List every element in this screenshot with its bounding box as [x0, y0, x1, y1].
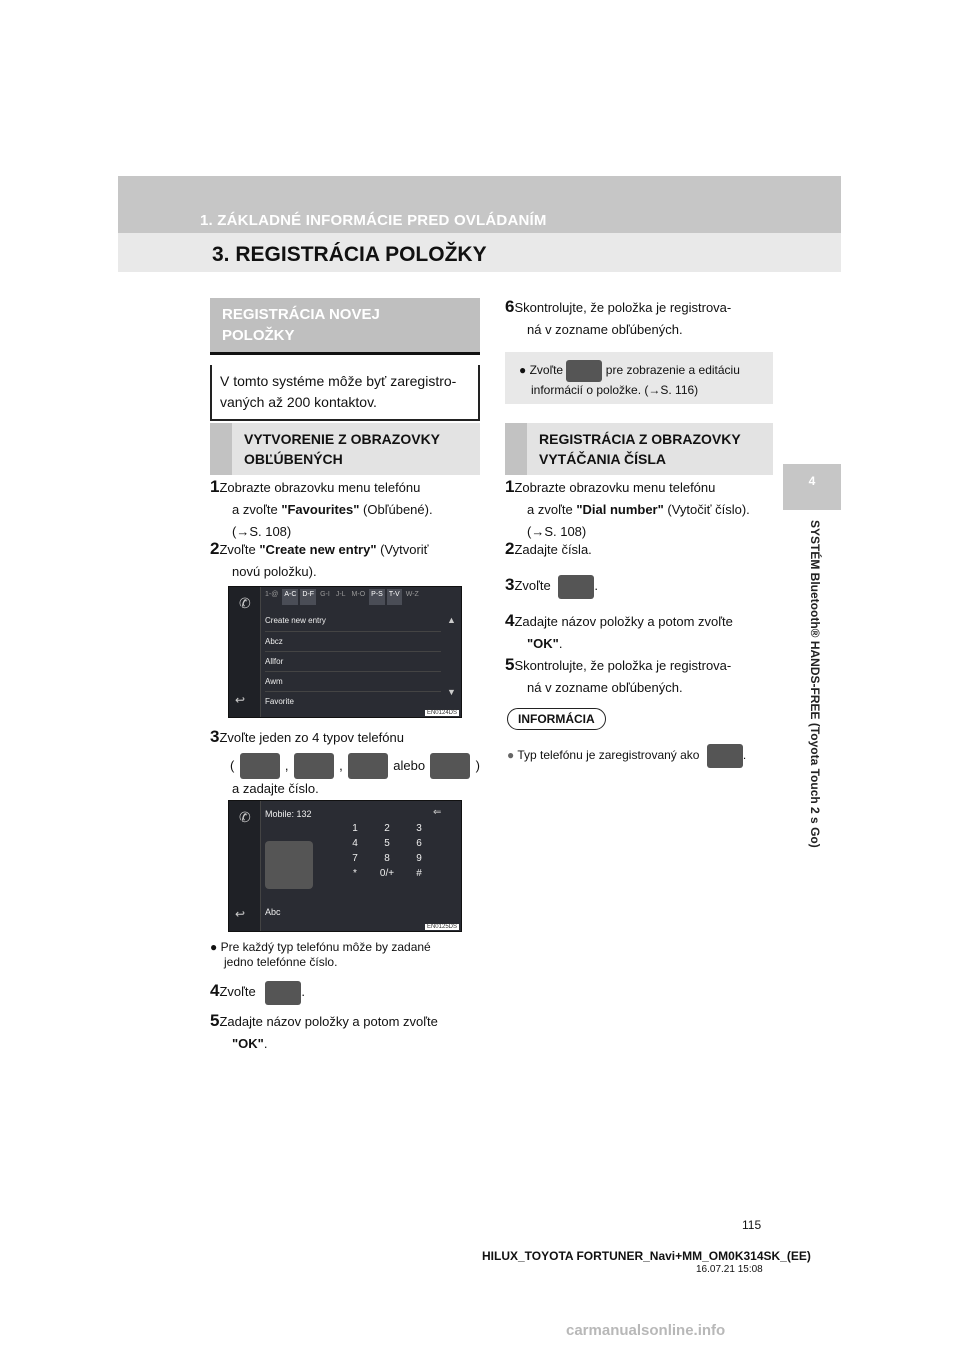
step-text: . [558, 636, 563, 651]
document-code: HILUX_TOYOTA FORTUNER_Navi+MM_OM0K314SK_(EE) [482, 1249, 811, 1263]
contact-row[interactable] [265, 671, 441, 691]
new-entry-box-text [210, 365, 480, 421]
box-title-line-1: REGISTRÁCIA NOVEJ [222, 306, 380, 323]
step-6 [505, 296, 773, 341]
contact-name: Abcz [265, 637, 283, 646]
delete-icon[interactable]: ⇐ [433, 807, 442, 818]
scroll-up-icon[interactable]: ▲ [447, 615, 456, 625]
step-number: 1 [210, 477, 220, 496]
number-entry-screen [228, 800, 462, 932]
page-reference: (→S. 108) [232, 524, 292, 539]
alpha-tabs [263, 589, 459, 605]
step-text: . [301, 984, 306, 999]
scroll-down-icon[interactable]: ▼ [447, 687, 456, 697]
phone-icon: ✆ [239, 809, 251, 825]
mobile-phone-icon [240, 753, 280, 779]
step-number: 2 [505, 539, 515, 558]
key-button[interactable]: 7 [352, 853, 358, 864]
home-phone-icon [294, 753, 334, 779]
alpha-tab[interactable]: D-F [300, 589, 316, 605]
box-text-line-1: V tomto systéme môže byť zaregistro- [220, 373, 457, 389]
step-text: a zvoľte [527, 502, 577, 517]
info-text: Typ telefónu je zaregistrovaný ako [517, 748, 700, 763]
key-button[interactable]: 3 [416, 823, 422, 834]
step-number: 5 [505, 655, 515, 674]
back-icon[interactable]: ↩ [235, 693, 246, 707]
step-text: Zadajte čísla. [514, 542, 592, 557]
step-text: ( [230, 758, 235, 773]
bullet-text: jedno telefónne číslo. [224, 955, 338, 969]
key-button[interactable]: 9 [416, 853, 422, 864]
alpha-tab[interactable]: P-S [369, 589, 385, 605]
step-number: 3 [210, 727, 220, 746]
step-number: 5 [210, 1011, 220, 1030]
edit-info-icon [566, 360, 602, 382]
favourites-label: "Favourites" [281, 502, 360, 517]
save-icon [558, 575, 594, 599]
contact-row[interactable] [265, 651, 441, 671]
key-button[interactable]: 5 [384, 838, 390, 849]
new-entry-section [210, 298, 480, 421]
contact-name: Awm [265, 677, 283, 686]
dial-step-2 [505, 538, 592, 561]
ok-label: "OK" [527, 636, 559, 651]
step-3 [210, 726, 480, 749]
alpha-tab[interactable]: A-C [282, 589, 298, 605]
create-new-entry-row[interactable] [265, 611, 441, 631]
dial-step-4 [505, 610, 773, 655]
box-title-line-2: POLOŽKY [222, 327, 295, 344]
step-text: (Vytočiť číslo). [663, 502, 750, 517]
step-text: Zvoľte [514, 578, 551, 593]
page-number: 115 [742, 1218, 762, 1232]
step-2 [210, 538, 480, 583]
contact-row[interactable] [265, 691, 441, 711]
step-text: ) [475, 758, 480, 773]
step-5 [210, 1010, 480, 1055]
key-button[interactable]: * [353, 868, 357, 879]
step-text: (Vytvoriť [376, 542, 429, 557]
other-phone-icon [430, 753, 470, 779]
phone-icon: ✆ [239, 595, 251, 611]
subhead-line-2: OBĽÚBENÝCH [244, 451, 343, 467]
step-text: . [263, 1036, 268, 1051]
alpha-tab[interactable]: M-O [351, 591, 366, 598]
favourites-screen [228, 586, 462, 718]
contact-name: Favorite [265, 697, 294, 706]
bullet-icon: ● [507, 748, 518, 763]
key-button[interactable]: 1 [352, 823, 358, 834]
dial-step-1 [505, 476, 773, 543]
alpha-tab[interactable]: G-I [320, 591, 330, 598]
step-text: (Obľúbené). [359, 502, 433, 517]
alpha-tab[interactable]: 1-@ [265, 591, 279, 598]
step-text: Zvoľte jeden zo 4 typov telefónu [219, 730, 404, 745]
keypad [339, 823, 435, 879]
favourites-list [265, 611, 441, 711]
chapter-side-text: SYSTÉM Bluetooth® HANDS-FREE (Toyota Touch 2 s Go) [808, 520, 822, 848]
chapter-tab-number: 4 [808, 474, 816, 488]
step-number: 2 [210, 539, 220, 558]
new-entry-box-header [210, 298, 480, 352]
step-text: , [284, 758, 289, 773]
ok-label: "OK" [232, 1036, 264, 1051]
watermark: carmanualsonline.info [566, 1322, 726, 1339]
dial-number-label: "Dial number" [576, 502, 664, 517]
document-date: 16.07.21 15:08 [696, 1264, 763, 1275]
dial-step-3 [505, 574, 598, 599]
subhead-line-2: VYTÁČANIA ČÍSLA [539, 451, 667, 467]
step-number: 1 [505, 477, 515, 496]
phone-type-icons [230, 753, 480, 779]
contact-row[interactable] [265, 631, 441, 651]
info-text: . [742, 748, 747, 763]
bullet-note [210, 940, 482, 970]
step-text: . [594, 578, 599, 593]
step-number: 4 [210, 981, 220, 1000]
back-icon[interactable]: ↩ [235, 907, 246, 921]
step-text: novú položku). [232, 564, 317, 579]
subhead-line-1: REGISTRÁCIA Z OBRAZOVKY [539, 431, 741, 447]
note-text: Zvoľte [529, 363, 564, 378]
bullet-text: Pre každý typ telefónu môže by zadané [220, 940, 431, 954]
step-number: 6 [505, 297, 515, 316]
create-entry-label: "Create new entry" [259, 542, 377, 557]
section-title: 3. REGISTRÁCIA POLOŽKY [212, 243, 487, 266]
step-text: alebo [393, 758, 426, 773]
alpha-tab[interactable]: T-V [387, 589, 402, 605]
key-button[interactable]: 0/+ [379, 868, 395, 879]
step-text: Zvoľte [219, 542, 260, 557]
work-phone-icon [348, 753, 388, 779]
key-button[interactable]: 8 [384, 853, 390, 864]
chapter-title: 1. ZÁKLADNÉ INFORMÁCIE PRED OVLÁDANÍM [200, 212, 547, 229]
bullet-icon: ● [210, 940, 221, 954]
screen-code: EN0125DS [426, 924, 457, 930]
step-number: 4 [505, 611, 515, 630]
information-section [507, 708, 606, 730]
step-text: Zobrazte obrazovku menu telefónu [219, 480, 421, 495]
step-text: , [339, 758, 343, 773]
alpha-tab[interactable]: J-L [335, 591, 346, 598]
box-divider [210, 352, 480, 355]
key-button[interactable]: 4 [352, 838, 358, 849]
dial-step-5 [505, 654, 773, 699]
mobile-phone-icon [707, 744, 743, 768]
bullet-icon: ● [519, 363, 530, 378]
number-display: Mobile: 132 [265, 809, 312, 819]
step-text: Zadajte názov položky a potom zvoľte [219, 1014, 438, 1029]
edit-note [505, 352, 773, 404]
alpha-tab[interactable]: W-Z [405, 591, 419, 598]
step-text: a zvoľte [232, 502, 282, 517]
information-text [507, 744, 775, 768]
step-text: Zobrazte obrazovku menu telefónu [514, 480, 716, 495]
create-new-entry-label: Create new entry [265, 616, 326, 625]
step-text: ná v zozname obľúbených. [527, 680, 683, 695]
key-button[interactable]: 6 [416, 838, 422, 849]
step-text: Skontrolujte, že položka je registrova- [514, 658, 732, 673]
dial-number-subhead [505, 423, 773, 475]
favourites-subhead [210, 423, 480, 475]
key-button[interactable]: 2 [384, 823, 390, 834]
step-1 [210, 476, 480, 543]
contact-name: Abc [265, 907, 281, 917]
avatar [265, 841, 313, 889]
chapter-side-title [782, 520, 842, 880]
subhead-line-1: VYTVORENIE Z OBRAZOVKY [244, 431, 441, 447]
step-4 [210, 980, 305, 1005]
note-text: informácií o položke. (→S. 116) [531, 383, 699, 397]
step-text: ná v zozname obľúbených. [527, 322, 683, 337]
step-text: Zvoľte [219, 984, 256, 999]
note-text: pre zobrazenie a editáciu [605, 363, 740, 378]
step-text: a zadajte číslo. [232, 781, 319, 796]
box-text-line-2: vaných až 200 kontaktov. [220, 394, 377, 410]
page-reference: (→S. 108) [527, 524, 587, 539]
step-text: Zadajte názov položky a potom zvoľte [514, 614, 733, 629]
key-button[interactable]: # [416, 868, 422, 879]
save-icon [265, 981, 301, 1005]
screen-code: EN0124DS [426, 710, 457, 716]
step-number: 3 [505, 575, 515, 594]
contact-name: Allfor [265, 657, 284, 666]
step-text: Skontrolujte, že položka je registrova- [514, 300, 732, 315]
information-label: INFORMÁCIA [507, 708, 606, 730]
